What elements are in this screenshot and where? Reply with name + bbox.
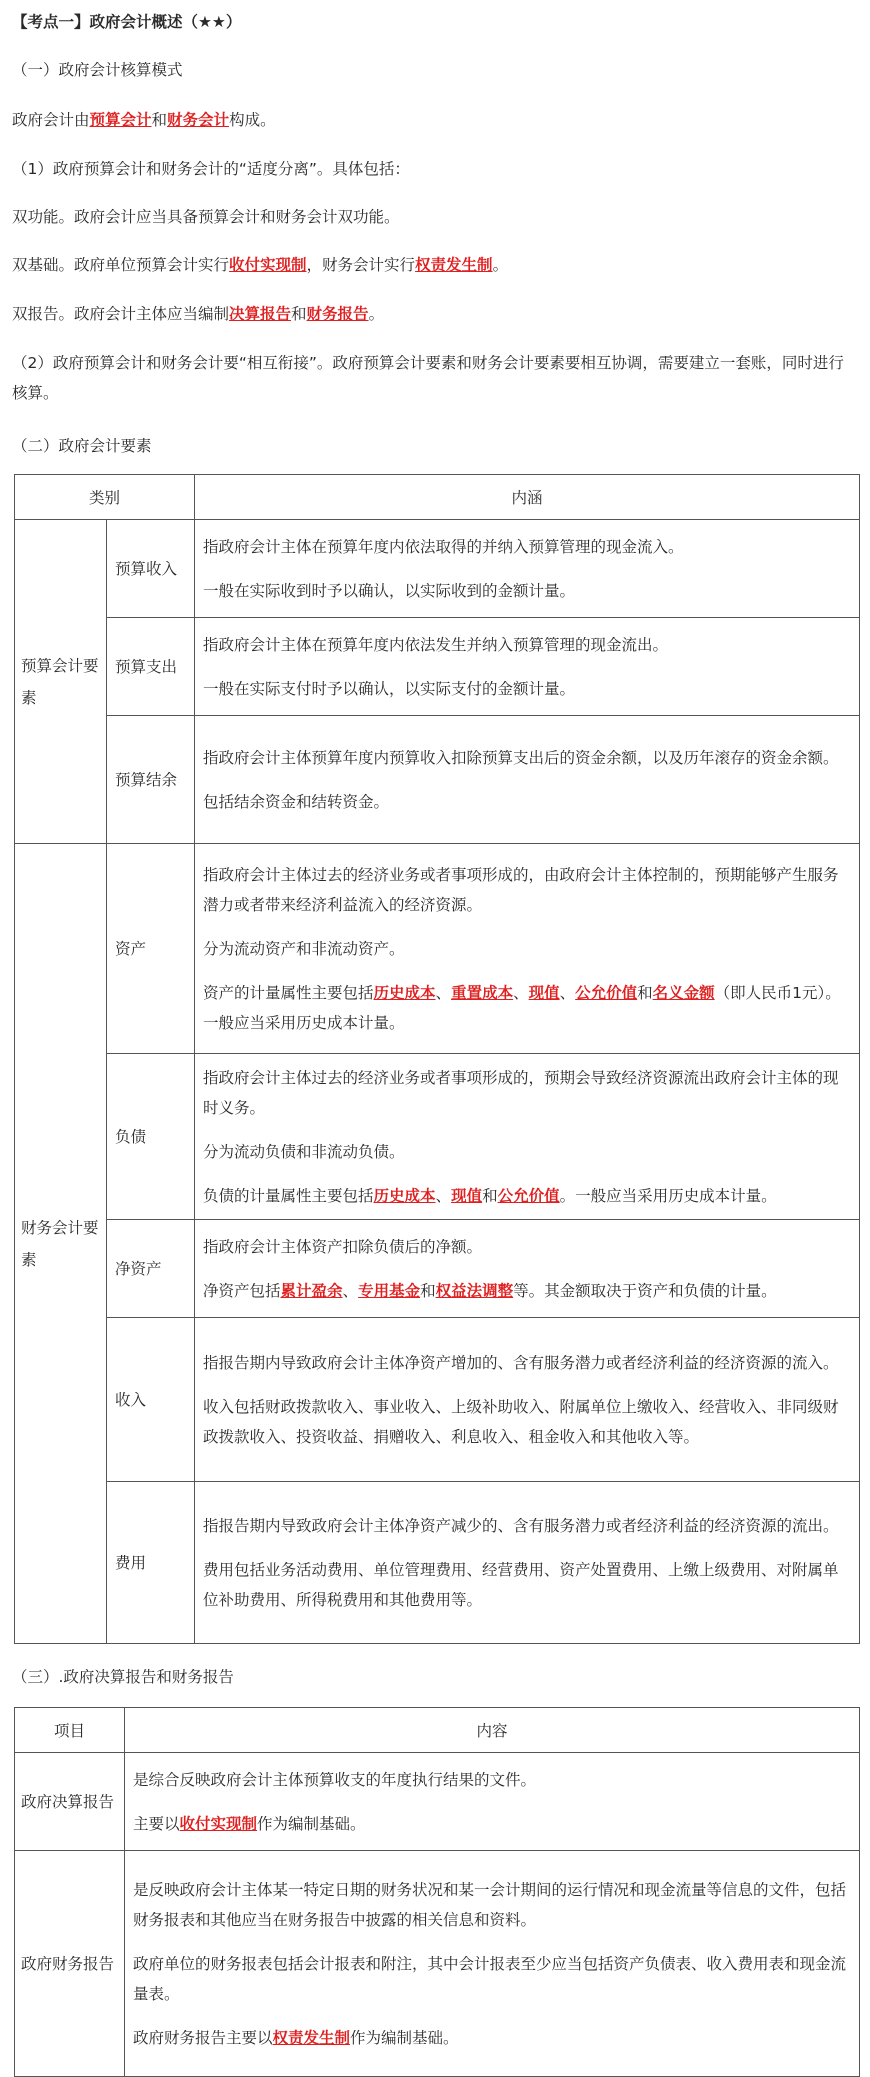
content-line: 一般在实际收到时予以确认，以实际收到的金额计量。 [203,581,576,600]
highlight-term: 专用基金 [358,1281,421,1300]
revenue-content [195,1318,860,1482]
text-segment: 。 [368,305,385,323]
table-row [15,1851,860,2077]
highlight-term: 收付实现制 [179,1814,258,1833]
text-segment: 和 [291,305,307,323]
content-line: 指政府会计主体预算年度内预算收入扣除预算支出后的资金余额，以及历年滚存的资金余额。 [203,748,839,767]
reports-table [14,1707,860,2077]
financial-group-label: 财务会计要素 [15,844,107,1644]
topic-heading [12,10,858,34]
content-line: 指政府会计主体过去的经济业务或者事项形成的，由政府会计主体控制的，预期能够产生服务潜力或者带来经济利益流入的经济资源。 [203,865,839,914]
content-line [203,978,851,1038]
financial-report-content [125,1851,860,2077]
text-segment: 负债的计量属性主要包括 [203,1186,374,1205]
final-report-content [125,1753,860,1851]
content-line [203,1181,851,1211]
text-segment: 作为编制基础。 [350,2028,459,2047]
text-segment: 双报告。政府会计主体应当编制 [12,305,230,323]
highlight-term: 重置成本 [451,983,514,1002]
highlight-term: 名义金额 [652,983,715,1002]
table-row [15,1753,860,1851]
content-line: 分为流动资产和非流动资产。 [203,939,405,958]
budget-surplus-content [195,716,860,844]
content-line: 收入包括财政拨款收入、事业收入、上级补助收入、附属单位上缴收入、经营收入、非同级财政拨款收入、投资收益、捐赠收入、利息收入、租金收入和其他收入等。 [203,1397,839,1446]
text-segment: 、 [513,983,529,1002]
budget-group-label: 预算会计要素 [15,520,107,844]
liabilities-content [195,1054,860,1220]
elements-table-header [15,475,860,520]
content-line: 指报告期内导致政府会计主体净资产增加的、含有服务潜力或者经济利益的经济资源的流入。 [203,1353,839,1372]
table-row [15,1054,860,1220]
text-segment: 资产的计量属性主要包括 [203,983,374,1002]
table-row [15,844,860,1054]
financial-report-label: 政府财务报告 [15,1851,125,2077]
content-line: 指政府会计主体资产扣除负债后的净额。 [203,1237,483,1256]
text-segment: 。 [492,256,509,274]
budget-expense-label: 预算支出 [107,618,195,716]
content-line: 是综合反映政府会计主体预算收支的年度执行结果的文件。 [133,1770,537,1789]
highlight-term: 现值 [528,983,560,1002]
highlight-term: 公允价值 [497,1186,560,1205]
net-assets-content [195,1220,860,1318]
content-line [203,1276,851,1306]
text-segment: 构成。 [229,111,276,129]
text-segment: 净资产包括 [203,1281,281,1300]
highlight-term: 财务报告 [306,305,369,323]
content-line: 指政府会计主体在预算年度内依法发生并纳入预算管理的现金流出。 [203,635,669,654]
table-row [15,1220,860,1318]
highlight-term: 累计盈余 [280,1281,343,1300]
dual-report-line [12,302,858,326]
section1-point2: （2）政府预算会计和财务会计要“相互衔接”。政府预算会计要素和财务会计要素要相互协调，需要建立一套账，同时进行核算。 [12,354,844,402]
table-row [15,520,860,618]
table-row [15,618,860,716]
content-line: 指政府会计主体在预算年度内依法取得的并纳入预算管理的现金流入。 [203,537,684,556]
highlight-term: 历史成本 [373,983,436,1002]
budget-income-label: 预算收入 [107,520,195,618]
text-segment: 政府会计由 [12,111,90,129]
highlight-term: 收付实现制 [229,256,307,274]
text-segment: 和 [482,1186,498,1205]
content-line: 一般在实际支付时予以确认，以实际支付的金额计量。 [203,679,576,698]
text-segment: 、 [342,1281,359,1300]
text-segment: 、 [435,983,452,1002]
highlight-term: 权责发生制 [272,2028,351,2047]
final-report-label: 政府决算报告 [15,1753,125,1851]
dual-function-line: 双功能。政府会计应当具备预算会计和财务会计双功能。 [12,208,400,226]
budget-income-content [195,520,860,618]
highlight-term: 预算会计 [89,111,152,129]
assets-content [195,844,860,1054]
content-line: 政府单位的财务报表包括会计报表和附注，其中会计报表至少应当包括资产负债表、收入费用表和现金流量表。 [133,1954,847,2003]
text-segment: 、 [559,983,576,1002]
header-content: 内涵 [195,475,860,520]
text-segment: 作为编制基础。 [257,1814,366,1833]
content-line [133,1809,851,1839]
section1-intro [12,108,858,132]
text-segment: 主要以 [133,1814,180,1833]
content-line: 是反映政府会计主体某一特定日期的财务状况和某一会计期间的运行情况和现金流量等信息的文件，包括财务报表和其他应当在财务报告中披露的相关信息和资料。 [133,1880,847,1929]
text-segment: （即人民币1元）。一般应当采用历史成本计量。 [203,983,841,1032]
topic-stars: （★★） [182,13,242,31]
highlight-term: 现值 [451,1186,483,1205]
expenses-label: 费用 [107,1482,195,1644]
content-line: 分为流动负债和非流动负债。 [203,1142,405,1161]
text-segment: 、 [435,1186,452,1205]
section3-title: （三）.政府决算报告和财务报告 [12,1668,234,1686]
content-line [133,2023,851,2053]
text-segment: 政府财务报告主要以 [133,2028,273,2047]
content-line: 指政府会计主体过去的经济业务或者事项形成的，预期会导致经济资源流出政府会计主体的现时义务。 [203,1068,839,1117]
table-row [15,716,860,844]
text-segment: ，财务会计实行 [306,256,416,274]
highlight-term: 决算报告 [229,305,292,323]
assets-label: 资产 [107,844,195,1054]
section1-point1: （1）政府预算会计和财务会计的“适度分离”。具体包括： [12,160,410,178]
text-segment: 等。其金额取决于资产和负债的计量。 [513,1281,777,1300]
content-line: 指报告期内导致政府会计主体净资产减少的、含有服务潜力或者经济利益的经济资源的流出。 [203,1516,839,1535]
section1-title: （一）政府会计核算模式 [12,61,183,79]
text-segment: 和 [637,983,653,1002]
table-row [15,1318,860,1482]
topic-bracket-label: 【考点一】 [12,13,90,31]
expenses-content [195,1482,860,1644]
content-line: 费用包括业务活动费用、单位管理费用、经营费用、资产处置费用、上缴上级费用、对附属单位补助费用、所得税费用和其他费用等。 [203,1560,839,1609]
section2-title: （二）政府会计要素 [12,437,152,455]
elements-table [14,474,860,1644]
highlight-term: 历史成本 [373,1186,436,1205]
highlight-term: 权责发生制 [415,256,493,274]
liabilities-label: 负债 [107,1054,195,1220]
revenue-label: 收入 [107,1318,195,1482]
highlight-term: 财务会计 [167,111,230,129]
reports-table-header [15,1708,860,1753]
text-segment: 和 [420,1281,436,1300]
text-segment: 。一般应当采用历史成本计量。 [559,1186,777,1205]
net-assets-label: 净资产 [107,1220,195,1318]
dual-basis-line [12,253,858,277]
highlight-term: 公允价值 [575,983,638,1002]
text-segment: 双基础。政府单位预算会计实行 [12,256,230,274]
text-segment: 和 [151,111,168,129]
header-item: 项目 [15,1708,125,1753]
highlight-term: 权益法调整 [435,1281,514,1300]
table-row [15,1482,860,1644]
header-category: 类别 [15,475,195,520]
topic-title: 政府会计概述 [89,13,183,31]
header-content: 内容 [125,1708,860,1753]
budget-expense-content [195,618,860,716]
budget-surplus-label: 预算结余 [107,716,195,844]
content-line: 包括结余资金和结转资金。 [203,792,390,811]
